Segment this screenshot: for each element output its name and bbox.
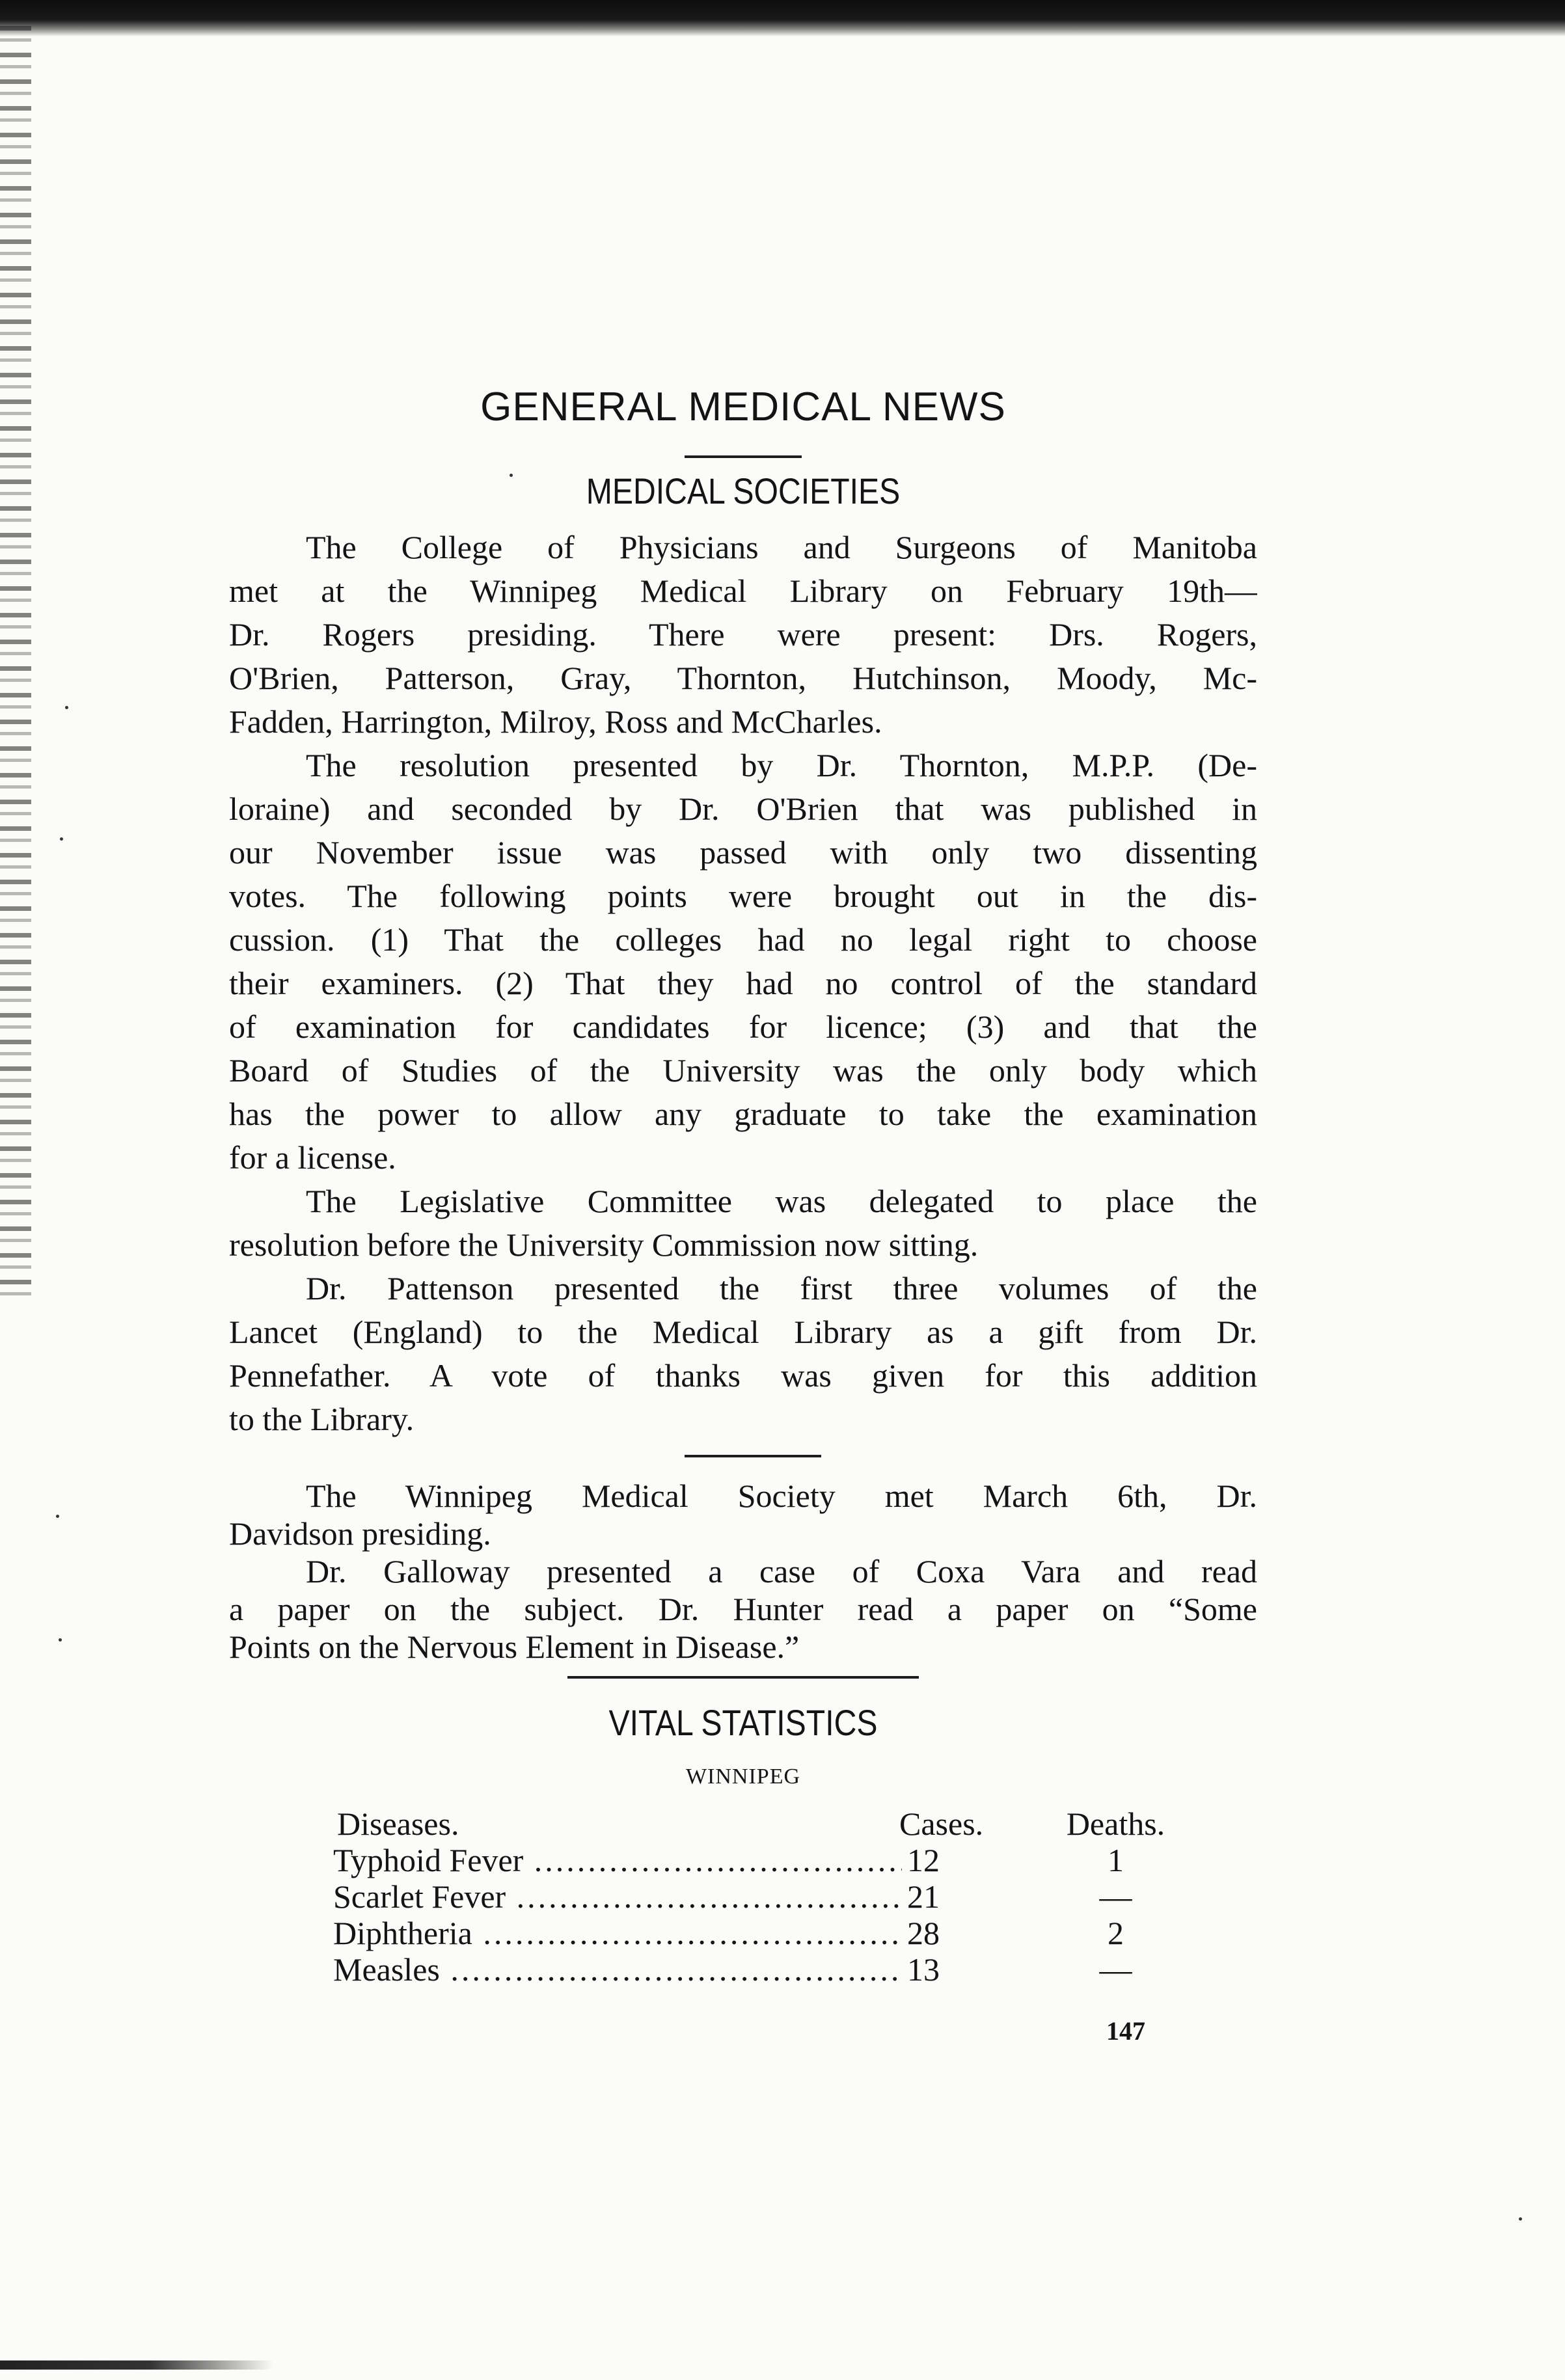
section-divider xyxy=(567,1676,919,1679)
scan-speck xyxy=(510,474,513,477)
disease-cell xyxy=(333,1878,902,1915)
text-line: a paper on the subject. Dr. Hunter read a paper on “Some xyxy=(229,1591,1257,1627)
text-line: The resolution presented by Dr. Thornton, M.P.P. (De- xyxy=(306,747,1257,783)
text-line: has the power to allow any graduate to take the examination xyxy=(229,1096,1257,1132)
scan-edge-bottom xyxy=(0,2360,273,2370)
page-number: 147 xyxy=(1106,2016,1145,2046)
table-row xyxy=(333,1951,1244,1988)
dot-leader xyxy=(523,1842,902,1878)
text-line: our November issue was passed with only two dissenting xyxy=(229,834,1257,871)
header-diseases: Diseases. xyxy=(337,1805,459,1842)
college-meeting-paragraph xyxy=(229,526,1257,744)
deaths-cell: — xyxy=(1099,1951,1132,1988)
table-header-row xyxy=(333,1805,1244,1842)
lancet-gift-paragraph xyxy=(229,1267,1257,1441)
cases-cell: 28 xyxy=(907,1915,940,1951)
disease-name: Typhoid Fever xyxy=(333,1842,524,1878)
section-divider xyxy=(685,1455,821,1457)
disease-name: Diphtheria xyxy=(333,1915,472,1951)
location-label: WINNIPEG xyxy=(685,1765,801,1789)
dot-leader xyxy=(506,1878,902,1915)
text-line: The College of Physicians and Surgeons of Manitoba xyxy=(306,529,1257,565)
text-line: Board of Studies of the University was the only body which xyxy=(229,1052,1257,1089)
text-line: to the Library. xyxy=(229,1401,415,1437)
vital-statistics-table xyxy=(333,1805,1244,1988)
text-line: The Legislative Committee was delegated to place the xyxy=(306,1183,1257,1219)
text-line: Dr. Pattenson presented the first three volumes of the xyxy=(306,1270,1257,1306)
committee-paragraph xyxy=(229,1180,1257,1267)
text-line: votes. The following points were brought out in the dis- xyxy=(229,878,1257,914)
deaths-cell: 2 xyxy=(1108,1915,1124,1951)
galloway-hunter-paragraph xyxy=(229,1552,1257,1666)
text-line: their examiners. (2) That they had no control of the standard xyxy=(229,965,1257,1001)
text-line: cussion. (1) That the colleges had no legal right to choose xyxy=(229,921,1257,958)
dot-leader xyxy=(472,1915,902,1951)
scan-speck xyxy=(60,837,63,841)
scan-speck xyxy=(59,1638,62,1642)
cases-cell: 13 xyxy=(907,1951,940,1988)
scan-speck xyxy=(56,1515,59,1518)
deaths-cell: — xyxy=(1099,1878,1132,1915)
text-line: for a license. xyxy=(229,1139,396,1176)
text-line: The Winnipeg Medical Society met March 6th, Dr. xyxy=(306,1478,1257,1514)
title-rule xyxy=(685,455,802,458)
text-line: Pennefather. A vote of thanks was given for this addition xyxy=(229,1357,1257,1394)
text-line: of examination for candidates for licence; (3) and that the xyxy=(229,1008,1257,1045)
vital-statistics-heading: VITAL STATISTICS xyxy=(608,1702,878,1743)
page-title: GENERAL MEDICAL NEWS xyxy=(480,385,1006,429)
scan-speck xyxy=(65,706,68,709)
text-line: Points on the Nervous Element in Disease.” xyxy=(229,1629,800,1665)
disease-name: Measles xyxy=(333,1951,440,1988)
text-line: loraine) and seconded by Dr. O'Brien that was published in xyxy=(229,791,1257,827)
scan-edge-left xyxy=(0,26,31,1301)
text-line: Dr. Rogers presiding. There were present: Drs. Rogers, xyxy=(229,616,1257,653)
table-row xyxy=(333,1878,1244,1915)
disease-cell xyxy=(333,1915,902,1951)
text-line: Davidson presiding. xyxy=(229,1515,491,1552)
text-line: Dr. Galloway presented a case of Coxa Vara and read xyxy=(306,1553,1257,1589)
winnipeg-society-paragraph xyxy=(229,1477,1257,1552)
deaths-cell: 1 xyxy=(1108,1842,1124,1878)
dot-leader xyxy=(440,1951,902,1988)
text-line: met at the Winnipeg Medical Library on February 19th— xyxy=(229,573,1257,609)
table-row xyxy=(333,1842,1244,1878)
disease-cell xyxy=(333,1951,902,1988)
resolution-paragraph xyxy=(229,744,1257,1180)
text-line: resolution before the University Commission now sitting. xyxy=(229,1226,979,1263)
scan-edge-top xyxy=(0,0,1565,36)
header-deaths: Deaths. xyxy=(1066,1805,1165,1842)
disease-cell xyxy=(333,1842,902,1878)
table-row xyxy=(333,1915,1244,1951)
text-line: Fadden, Harrington, Milroy, Ross and McCharles. xyxy=(229,703,882,740)
cases-cell: 12 xyxy=(907,1842,940,1878)
text-line: O'Brien, Patterson, Gray, Thornton, Hutchinson, Moody, Mc- xyxy=(229,660,1257,696)
medical-societies-heading: MEDICAL SOCIETIES xyxy=(586,470,901,511)
text-line: Lancet (England) to the Medical Library as a gift from Dr. xyxy=(229,1314,1257,1350)
disease-name: Scarlet Fever xyxy=(333,1878,506,1915)
header-cases: Cases. xyxy=(899,1805,984,1842)
cases-cell: 21 xyxy=(907,1878,940,1915)
scan-speck xyxy=(1519,2217,1522,2221)
